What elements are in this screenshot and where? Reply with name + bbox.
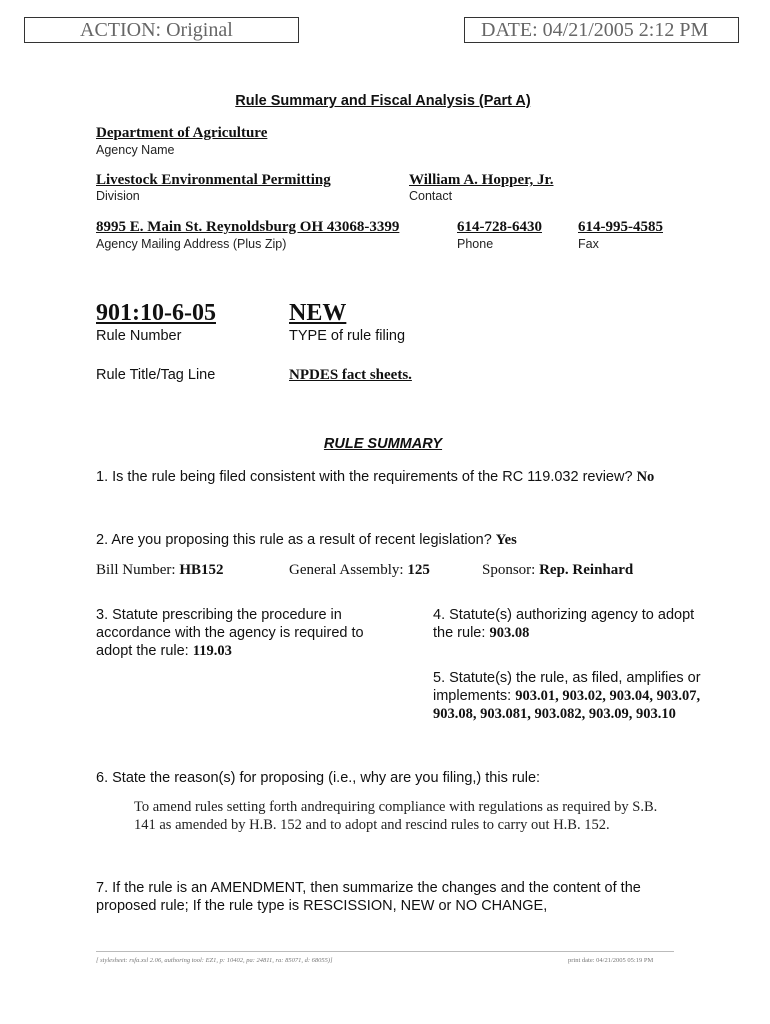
rule-summary-heading: RULE SUMMARY: [323, 436, 443, 452]
page-title: Rule Summary and Fiscal Analysis (Part A): [235, 93, 531, 109]
rule-number-label: Rule Number: [96, 328, 182, 344]
date-text: DATE: 04/21/2005 2:12 PM: [481, 19, 709, 41]
general-assembly: [289, 562, 430, 579]
sponsor-label: Sponsor:: [482, 562, 536, 578]
action-text: ACTION: Original: [80, 19, 233, 41]
question-1-answer: No: [636, 469, 655, 485]
question-5: [433, 669, 723, 723]
rule-type-value: NEW: [289, 300, 347, 326]
general-assembly-value: 125: [407, 562, 430, 578]
agency-name-label: Agency Name: [96, 143, 175, 157]
rule-number-value: 901:10-6-05: [96, 300, 216, 326]
date-box: [464, 17, 739, 43]
address-label: Agency Mailing Address (Plus Zip): [96, 237, 287, 251]
question-2-answer: Yes: [495, 532, 517, 548]
sponsor-value: Rep. Reinhard: [539, 562, 634, 578]
footer-print-date: print date: 04/21/2005 05:19 PM: [568, 957, 654, 964]
footer-divider: [96, 951, 674, 952]
division-value: Livestock Environmental Permitting: [96, 172, 331, 188]
fax-label: Fax: [578, 237, 599, 251]
contact-value: William A. Hopper, Jr.: [409, 172, 554, 188]
action-box: [24, 17, 299, 43]
rule-title-label: Rule Title/Tag Line: [96, 367, 216, 383]
question-6-answer: To amend rules setting forth andrequiring compliance with regulations as required by S.B. 141 as amended by H.B. 152 and to adopt and rescind rules to carry out H.B. 152.: [134, 799, 658, 833]
phone-value: 614-728-6430: [457, 219, 542, 235]
question-4-text: 4. Statute(s) authorizing agency to adopt the rule:: [433, 607, 695, 641]
fax-value: 614-995-4585: [578, 219, 663, 235]
bill-number-label: Bill Number:: [96, 562, 176, 578]
question-3-answer: 119.03: [192, 643, 232, 659]
question-5-answer: 903.01, 903.02, 903.04, 903.07, 903.08, 903.081, 903.082, 903.09, 903.10: [433, 688, 701, 722]
question-2: [96, 531, 696, 549]
general-assembly-label: General Assembly:: [289, 562, 404, 578]
division-label: Division: [96, 189, 140, 203]
rule-type-label: TYPE of rule filing: [289, 328, 406, 344]
address-value: 8995 E. Main St. Reynoldsburg OH 43068-3399: [96, 219, 400, 235]
rule-title-value: NPDES fact sheets.: [289, 367, 412, 383]
bill-number: [96, 562, 224, 579]
question-3: [96, 606, 388, 660]
footer-stylesheet-info: [ stylesheet: rsfa.xsl 2.06, authoring tool: EZ1, p: 10402, pa: 24811, ra: 85071, d: 68055)]: [96, 957, 333, 964]
question-3-text: 3. Statute prescribing the procedure in accordance with the agency is required to adopt the rule:: [96, 607, 364, 659]
question-4-answer: 903.08: [489, 625, 530, 641]
contact-label: Contact: [409, 189, 453, 203]
sponsor: [482, 562, 633, 579]
phone-label: Phone: [457, 237, 494, 251]
question-5-text: 5. Statute(s) the rule, as filed, amplifies or implements:: [433, 670, 701, 704]
bill-number-value: HB152: [179, 562, 224, 578]
question-7: 7. If the rule is an AMENDMENT, then summarize the changes and the content of the proposed rule; If the rule type is RESCISSION, NEW or NO CHANGE,: [96, 880, 641, 914]
question-4: [433, 606, 701, 642]
question-1-text: 1. Is the rule being filed consistent with the requirements of the RC 119.032 review?: [96, 469, 633, 485]
question-1: [96, 468, 656, 486]
agency-name-value: Department of Agriculture: [96, 125, 268, 141]
question-6: 6. State the reason(s) for proposing (i.e., why are you filing,) this rule:: [96, 770, 541, 786]
question-2-text: 2. Are you proposing this rule as a result of recent legislation?: [96, 532, 492, 548]
